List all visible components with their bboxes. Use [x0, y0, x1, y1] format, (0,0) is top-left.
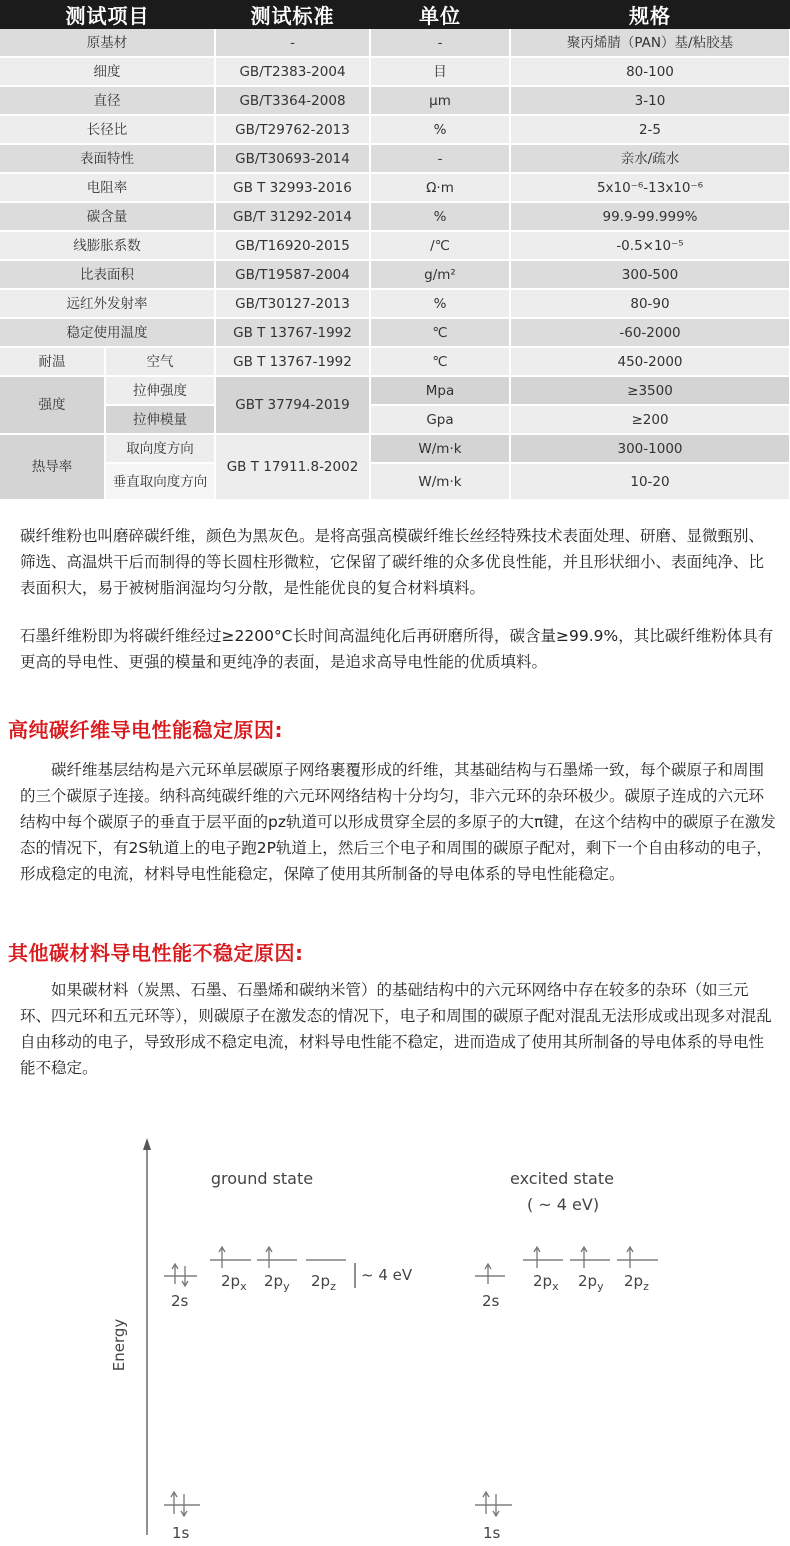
- cell-unit: %: [370, 289, 510, 318]
- cell-standard: GB T 17911.8-2002: [215, 434, 370, 500]
- table-row: [0, 231, 790, 260]
- cell-standard: GB/T29762-2013: [215, 115, 370, 144]
- excited-2py-label: $2p_y$: [578, 1272, 604, 1293]
- table-row: [0, 29, 790, 57]
- excited-2pz-label: $2p_z$: [624, 1272, 649, 1293]
- energy-axis-arrow-icon: [143, 1138, 151, 1150]
- cell-item: 远红外发射率: [0, 289, 215, 318]
- cell-subitem: 拉伸强度: [105, 376, 215, 405]
- cell-item: 碳含量: [0, 202, 215, 231]
- cell-standard: GB/T30127-2013: [215, 289, 370, 318]
- cell-spec: 2-5: [510, 115, 790, 144]
- cell-item: 长径比: [0, 115, 215, 144]
- cell-item: 耐温: [0, 347, 105, 376]
- excited-2px-level: [523, 1247, 563, 1268]
- cell-unit: 目: [370, 57, 510, 86]
- cell-standard: GB/T3364-2008: [215, 86, 370, 115]
- cell-item: 热导率: [0, 434, 105, 500]
- cell-standard: GB T 13767-1992: [215, 318, 370, 347]
- table-row: [0, 405, 790, 434]
- cell-unit: ℃: [370, 347, 510, 376]
- intro-paragraph: 碳纤维粉也叫磨碎碳纤维，颜色为黑灰色。是将高强高模碳纤维长丝经特殊技术表面处理、研磨、显微甄别、筛选、高温烘干后而制得的等长圆柱形微粒，它保留了碳纤维的众多优良性能，并且形状细小、表面纯净、比表面积大，易于被树脂润湿均匀分散，是性能优良的复合材料填料。: [20, 527, 765, 597]
- excited-2px-label: $2p_x$: [533, 1272, 559, 1293]
- unstable-reason-paragraph: 如果碳材料（炭黑、石墨、石墨烯和碳纳米管）的基础结构中的六元环网络中存在较多的杂环（如三元环、四元环和五元环等），则碳原子在激发态的情况下，电子和周围的碳原子配对混乱无法形成或出现多对混乱自由移动的电子，导致形成不稳定电流，材料导电性能不稳定，进而造成了使用其所制备的导电体系的导电性能不稳定。: [20, 981, 772, 1077]
- excited-state-subtitle: ( ~ 4 eV): [526, 1195, 600, 1214]
- cell-subitem: 垂直取向度方向: [105, 463, 215, 500]
- cell-standard: GBT 37794-2019: [215, 376, 370, 434]
- cell-item: 电阻率: [0, 173, 215, 202]
- cell-spec: 10-20: [510, 463, 790, 500]
- table-row: [0, 173, 790, 202]
- cell-subitem: 拉伸模量: [105, 405, 215, 434]
- energy-gap-label: ~ 4 eV: [361, 1266, 413, 1284]
- cell-spec: 亲水/疏水: [510, 144, 790, 173]
- cell-spec: 3-10: [510, 86, 790, 115]
- table-row: [0, 289, 790, 318]
- cell-spec: 80-100: [510, 57, 790, 86]
- cell-unit: %: [370, 115, 510, 144]
- header-unit: 单位: [370, 0, 510, 29]
- table-header-row: [0, 0, 790, 29]
- cell-item: 比表面积: [0, 260, 215, 289]
- ground-state-title: ground state: [210, 1169, 314, 1188]
- cell-item: 表面特性: [0, 144, 215, 173]
- cell-item: 直径: [0, 86, 215, 115]
- cell-unit: /℃: [370, 231, 510, 260]
- cell-spec: 300-1000: [510, 434, 790, 463]
- table-row: [0, 144, 790, 173]
- table-row: [0, 463, 790, 500]
- ground-2px-level: [210, 1247, 251, 1268]
- cell-spec: 聚丙烯腈（PAN）基/粘胶基: [510, 29, 790, 57]
- cell-spec: ≥200: [510, 405, 790, 434]
- cell-unit: -: [370, 144, 510, 173]
- cell-unit: μm: [370, 86, 510, 115]
- cell-unit: ℃: [370, 318, 510, 347]
- cell-spec: 450-2000: [510, 347, 790, 376]
- cell-unit: Gpa: [370, 405, 510, 434]
- spec-table: [0, 0, 790, 501]
- cell-item: 稳定使用温度: [0, 318, 215, 347]
- cell-standard: GB/T2383-2004: [215, 57, 370, 86]
- cell-unit: W/m·k: [370, 434, 510, 463]
- cell-spec: 5x10⁻⁶-13x10⁻⁶: [510, 173, 790, 202]
- cell-spec: 80-90: [510, 289, 790, 318]
- energy-axis-label: Energy: [110, 1318, 128, 1372]
- excited-1s-level: [475, 1492, 512, 1516]
- table-row: [0, 115, 790, 144]
- cell-item: 细度: [0, 57, 215, 86]
- excited-2py-level: [570, 1247, 610, 1268]
- cell-standard: GB/T19587-2004: [215, 260, 370, 289]
- header-spec: 规格: [510, 0, 790, 29]
- ground-2py-label: $2p_y$: [264, 1272, 290, 1293]
- cell-spec: -60-2000: [510, 318, 790, 347]
- cell-item: 原基材: [0, 29, 215, 57]
- table-row: [0, 202, 790, 231]
- cell-standard: GB/T 31292-2014: [215, 202, 370, 231]
- excited-1s-label: 1s: [483, 1524, 501, 1542]
- excited-2s-label: 2s: [482, 1292, 500, 1310]
- cell-standard: GB/T16920-2015: [215, 231, 370, 260]
- ground-2s-level: [164, 1264, 197, 1286]
- excited-state-title: excited state: [510, 1169, 614, 1188]
- table-row: [0, 86, 790, 115]
- ground-2px-label: $2p_x$: [221, 1272, 247, 1293]
- table-row: [0, 57, 790, 86]
- cell-item: 线膨胀系数: [0, 231, 215, 260]
- cell-unit: %: [370, 202, 510, 231]
- table-row: [0, 260, 790, 289]
- cell-subitem: 空气: [105, 347, 215, 376]
- ground-2py-level: [257, 1247, 297, 1268]
- header-test-item: 测试项目: [0, 0, 215, 29]
- excited-2s-level: [475, 1264, 505, 1284]
- table-row: [0, 347, 790, 376]
- cell-unit: -: [370, 29, 510, 57]
- cell-unit: Ω·m: [370, 173, 510, 202]
- cell-standard: GB T 32993-2016: [215, 173, 370, 202]
- cell-item: 强度: [0, 376, 105, 434]
- table-row: [0, 318, 790, 347]
- cell-standard: GB T 13767-1992: [215, 347, 370, 376]
- cell-unit: W/m·k: [370, 463, 510, 500]
- ground-1s-level: [164, 1492, 200, 1516]
- cell-spec: 300-500: [510, 260, 790, 289]
- ground-2pz-label: $2p_z$: [311, 1272, 336, 1293]
- stable-reason-paragraph: 碳纤维基层结构是六元环单层碳原子网络裹覆形成的纤维，其基础结构与石墨烯一致，每个碳原子和周围的三个碳原子连接。纳科高纯碳纤维的六元环网络结构十分均匀，非六元环的杂环极少。碳原子连成的六元环结构中每个碳原子的垂直于层平面的pz轨道可以形成贯穿全层的多原子的大π键，在这个结构中的碳原子在激发态的情况下，有2S轨道上的电子跑2P轨道上，然后三个电子和周围的碳原子配对，剩下一个自由移动的电子，形成稳定的电流，材料导电性能稳定，保障了使用其所制备的导电体系的导电性能稳定。: [20, 761, 776, 883]
- orbital-energy-diagram: [0, 1120, 790, 1546]
- cell-standard: -: [215, 29, 370, 57]
- heading-unstable-reason: 其他碳材料导电性能不稳定原因:: [8, 941, 304, 965]
- table-row: [0, 434, 790, 463]
- ground-1s-label: 1s: [172, 1524, 190, 1542]
- header-test-standard: 测试标准: [215, 0, 370, 29]
- table-row: [0, 376, 790, 405]
- cell-unit: g/m²: [370, 260, 510, 289]
- heading-stable-reason: 高纯碳纤维导电性能稳定原因:: [8, 718, 283, 742]
- cell-standard: GB/T30693-2014: [215, 144, 370, 173]
- cell-unit: Mpa: [370, 376, 510, 405]
- cell-spec: -0.5×10⁻⁵: [510, 231, 790, 260]
- cell-spec: 99.9-99.999%: [510, 202, 790, 231]
- cell-subitem: 取向度方向: [105, 434, 215, 463]
- ground-2s-label: 2s: [171, 1292, 189, 1310]
- cell-spec: ≥3500: [510, 376, 790, 405]
- excited-2pz-level: [617, 1247, 658, 1268]
- graphite-paragraph: 石墨纤维粉即为将碳纤维经过≥2200°C长时间高温纯化后再研磨所得，碳含量≥99.9%，其比碳纤维粉体具有更高的导电性、更强的模量和更纯净的表面，是追求高导电性能的优质填料。: [20, 627, 774, 671]
